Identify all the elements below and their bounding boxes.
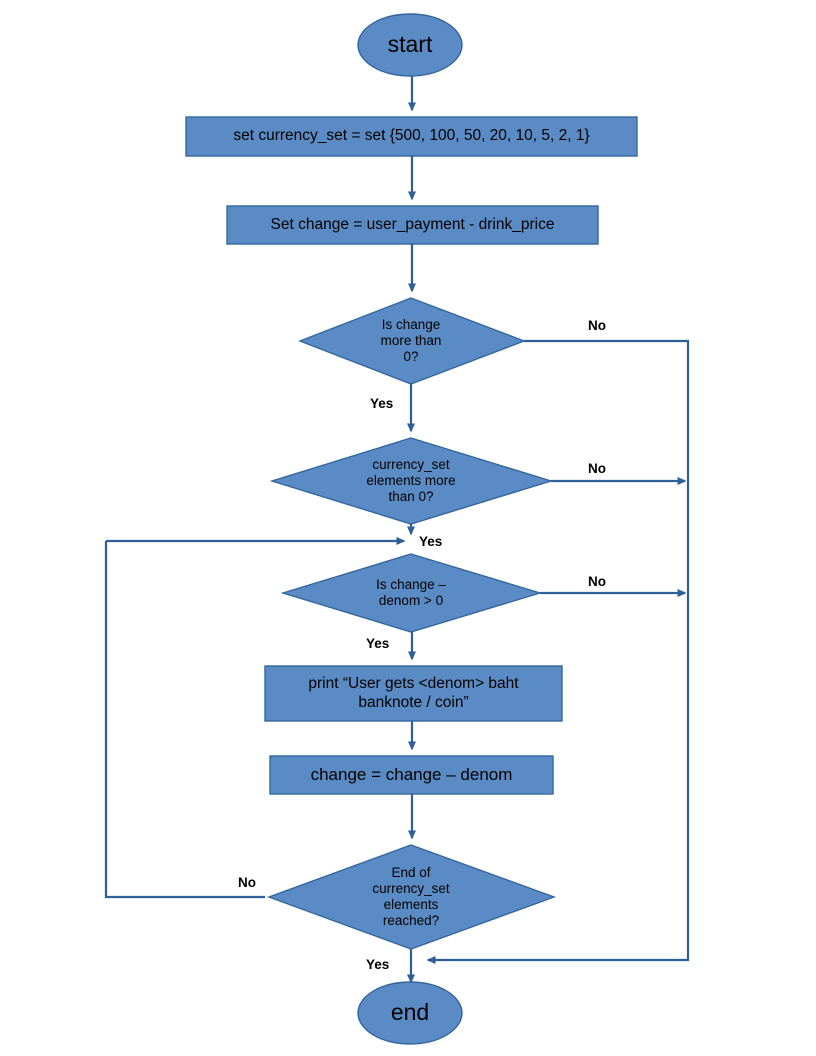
node-subtract-label: change = change – denom [310, 764, 513, 784]
node-change-minus-denom-label: Is change – denom > 0 [376, 577, 446, 608]
node-currency-set [186, 117, 637, 156]
node-elements-gt0-label: currency_set elements more than 0? [366, 457, 456, 504]
node-print [265, 666, 562, 721]
edge-label-change-denom-no: No [588, 574, 606, 589]
node-change-minus-denom [283, 554, 540, 632]
node-change-gt0-label: Is change more than 0? [380, 317, 442, 364]
node-subtract [270, 756, 553, 794]
edge-label-change-gt0-yes: Yes [370, 396, 394, 411]
node-change-gt0 [300, 298, 524, 384]
edge-label-end-of-set-yes: Yes [366, 957, 390, 972]
edge-label-end-of-set-no: No [238, 875, 256, 890]
edge-loop-segment [106, 541, 265, 897]
edge-label-elements-gt0-no: No [588, 461, 606, 476]
node-end [358, 982, 462, 1044]
edge-label-elements-gt0-yes: Yes [419, 534, 443, 549]
node-end-of-set-label: End of currency_set elements reached? [372, 865, 450, 928]
node-start [358, 14, 462, 76]
node-change-calc [227, 206, 598, 244]
node-change-calc-label: Set change = user_payment - drink_price [270, 215, 555, 233]
edge-label-change-gt0-no: No [588, 318, 606, 333]
node-currency-set-label: set currency_set = set {500, 100, 50, 20, 10, 5, 2, 1} [233, 127, 590, 145]
node-end-of-set [269, 845, 554, 949]
node-end-label: end [390, 999, 430, 1026]
node-print-label: print “User gets <denom> baht banknote / coin” [308, 675, 519, 711]
edge-label-change-denom-yes: Yes [366, 636, 390, 651]
node-start-label: start [387, 31, 433, 58]
node-elements-gt0 [272, 438, 551, 524]
